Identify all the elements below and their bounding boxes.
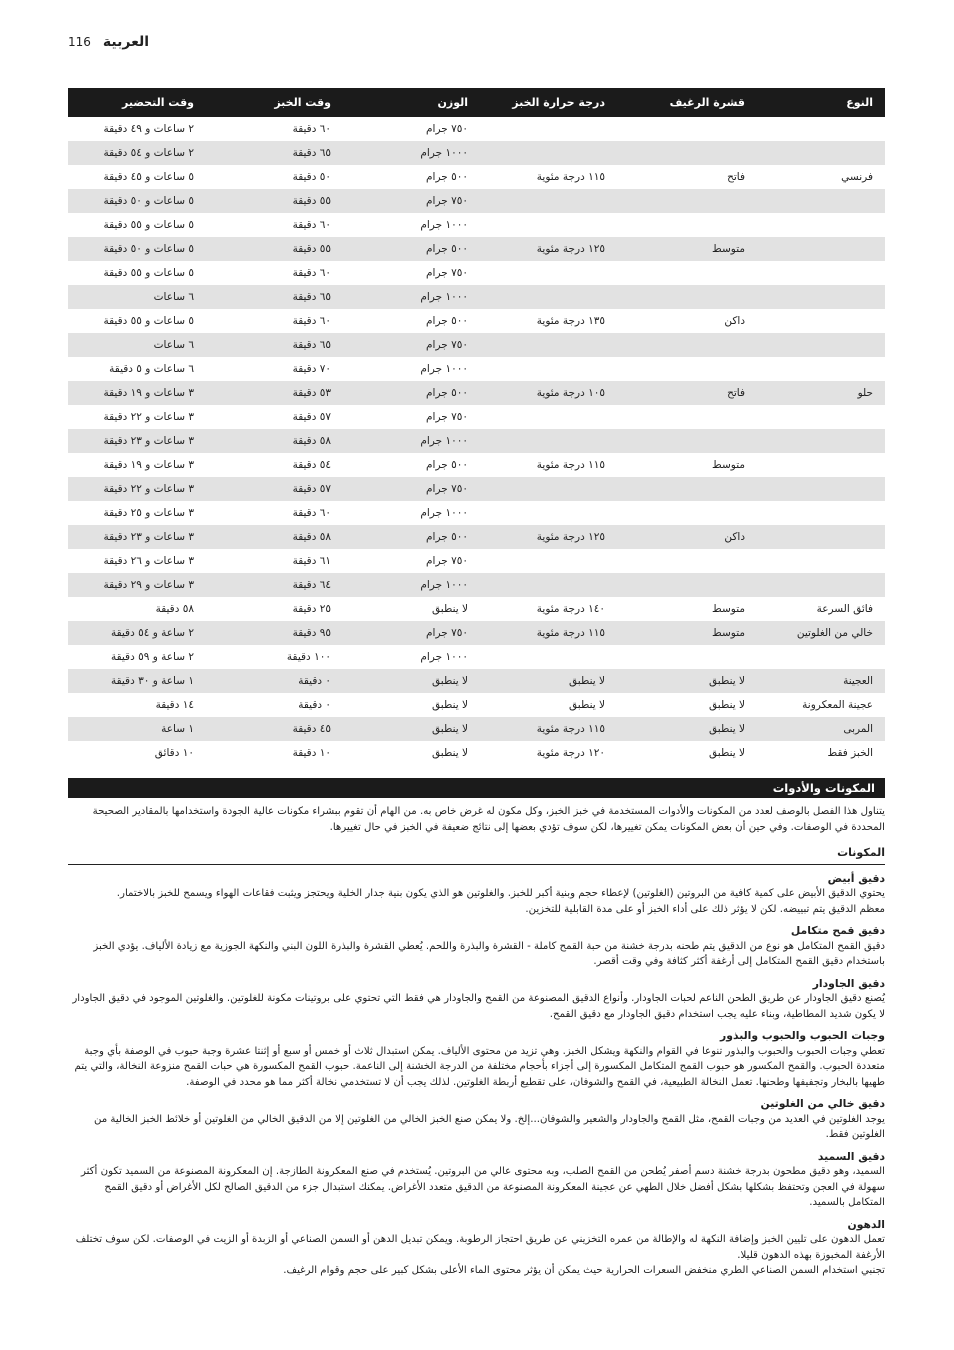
table-cell: ١٤٠ درجة مئوية [536,603,605,615]
table-cell [757,213,885,237]
column-header: قشرة الرغيف [617,88,757,117]
column-header: النوع [757,88,885,117]
table-cell: ١ ساعة و ٣٠ دقيقة [68,669,206,693]
page-language: العربية [102,34,150,50]
table-cell: متوسط [617,237,757,261]
table-cell [480,141,617,165]
table-cell [617,429,757,453]
table-cell [617,213,757,237]
table-cell: ٩٥ دقيقة [206,621,343,645]
table-cell: ٣ ساعات و ٢٢ دقيقة [103,411,194,423]
table-cell: ١٠٥ درجة مئوية [480,381,617,405]
baking-table [68,88,885,765]
table-row [68,669,885,693]
table-cell [480,357,617,381]
table-cell: لا ينطبق [709,699,745,711]
subheading-ingredients: المكونات [68,841,885,865]
ingredient-text: يحتوي الدقيق الأبيض على كمية كافية من البروتين (الغلوتين) لإعطاء حجم وبنية أكبر للخبز. والغلوتين هو الذي يكون بنية جدار الخلية ويحتجز ويثبت فقاعات الهواء ويسمح للخبز بالاختمار. [116,888,885,899]
table-cell [757,117,885,141]
table-cell: ٦٠ دقيقة [292,315,331,327]
table-cell: ٣ ساعات و ٢٣ دقيقة [68,429,206,453]
ingredient-text: تعطي وجبات الحبوب والحبوب والبذور تنوعا في القوام والنكهة ويشكل الخبز. وهي تزيد من محتوى الألياف. يمكن استبدال ثلاث أو خمس أو سبع أو إثنتا عشرة وجبة حبوب في الوصفة بأي وجبة متعددة الحبوب. والقمح المكسور هو حبوب القمح المتكامل المكسورة إلى أجزاء بأحجام مختلفة من الدرجة الخشنة إلى الناعمة. حبوب القمح المكسورة هي حبات القمح منزوعة النخالة، والتي يتم طهيها بالبخار وتجفيفها وطحنها. تعمل النخالة الطبيعية، في القمح والشوفان، على تقطيع أربطة الغلوتين. لذلك يجب أن لا تستخدمي نخالة أكثر مما هو محدد في الوصفة. [74,1045,885,1088]
table-cell [617,477,757,501]
table-row [68,117,885,141]
table-cell [480,645,617,669]
table-cell: ٢ ساعات و ٥٤ دقيقة [68,141,206,165]
table-cell: متوسط [712,459,745,471]
table-cell: ١٢٠ درجة مئوية [536,747,605,759]
table-cell: ٦٠ دقيقة [292,267,331,279]
table-cell [480,429,617,453]
ingredient-text: معظم الدقيق يتم تبييضه. لكن لا يؤثر ذلك على أداء الخبز أو على مدة القابلية للتخزين. [525,903,885,915]
table-cell: ٠ دقيقة [206,669,343,693]
table-cell: ٧٥٠ جرام [343,189,480,213]
table-cell [480,261,617,285]
table-cell [757,549,885,573]
table-cell: متوسط [712,603,745,615]
table-cell: ٦٠ دقيقة [292,219,331,231]
table-cell: ١٠٠٠ جرام [343,285,480,309]
table-cell [480,501,617,525]
table-cell: ٦١ دقيقة [292,555,331,567]
table-cell: فائق السرعة [816,603,873,615]
table-cell: ٦٥ دقيقة [206,333,343,357]
table-cell [757,189,885,213]
section-content [68,800,885,1279]
table-cell: لا ينطبق [432,747,468,759]
table-row [68,549,885,573]
table-cell: لا ينطبق [480,669,617,693]
table-cell: ٥٥ دقيقة [206,189,343,213]
table-cell: ١٣٥ درجة مئوية [536,315,605,327]
ingredient-title: دقيق السميد [817,1149,885,1163]
ingredient-item [68,923,885,970]
table-row [68,573,885,597]
table-cell: ٥ ساعات و ٥٠ دقيقة [68,189,206,213]
table-cell: ٢ ساعة و ٥٤ دقيقة [68,621,206,645]
table-cell: ١٠٠٠ جرام [343,573,480,597]
table-cell: ٥٤ دقيقة [292,459,331,471]
table-cell [757,645,885,669]
table-cell [757,477,885,501]
table-cell [480,573,617,597]
table-cell: ٣ ساعات و ١٩ دقيقة [103,459,194,471]
table-row [68,597,885,621]
table-cell: لا ينطبق [432,603,468,615]
ingredient-text: السميد، وهو دقيق مطحون بدرجة خشنة دسم أصفر يُطحن من القمح الصلب، وبه محتوى عالي من البروتين. يُستخدم في صنع المعكرونة الطازجة. إن المعكرونة المصنوعة من السميد تكون أكثر سهولة في العجن وتحتفظ بشكلها بشكل أفضل خلال الطهي عن عجينة المعكرونة المصنوعة من الدقيق متعدد الأغراض. يمكنك استبدال جزء من الدقيق الصالح لكل الأغراض أو دقيق القمح المتكامل بالسميد. [80,1166,885,1208]
table-cell [617,117,757,141]
table-cell: خالي من الغلوتين [757,621,885,645]
table-cell: ٥٥ دقيقة [206,237,343,261]
ingredient-title: دقيق أبيض [827,871,885,885]
table-cell: ٠ دقيقة [298,699,331,711]
ingredient-text: يوجد الغلوتين في العديد من وجبات القمح، مثل القمح والجاودار والشعير والشوفان...إلخ. ولا يمكن صنع الخبز الخالي من الغلوتين إلا من الدقيق الخالي من الغلوتين أو خلائط الخبز الخالية من الغلوتين فقط. [93,1113,885,1140]
table-cell: ٣ ساعات و ٢٢ دقيقة [68,477,206,501]
page-header [68,34,268,54]
table-cell: فرنسي [841,171,873,183]
table-cell: ٥٨ دقيقة [206,525,343,549]
table-cell: ٥ ساعات و ٥٥ دقيقة [103,315,194,327]
table-row [68,213,885,237]
table-cell: لا ينطبق [343,669,480,693]
table-cell: ١٠٠٠ جرام [343,429,480,453]
table-row [68,741,885,765]
table-cell: داكن [617,525,757,549]
table-cell [480,477,617,501]
table-cell: داكن [724,315,745,327]
table-cell: ١ ساعة [68,717,206,741]
ingredient-title: وجبات الحبوب والحبوب والبذور [720,1029,885,1042]
table-row [68,525,885,549]
table-row [68,453,885,477]
table-cell: ٣ ساعات و ٢٣ دقيقة [68,525,206,549]
table-cell: لا ينطبق [569,699,605,711]
table-cell [617,501,757,525]
table-cell: ١٠٠٠ جرام [343,141,480,165]
table-cell: عجينة المعكرونة [802,699,873,711]
table-cell: حلو [757,381,885,405]
table-row [68,405,885,429]
ingredient-item [68,1028,885,1090]
column-header: وقت التحضير [68,88,206,117]
table-cell [757,573,885,597]
table-cell: ٧٥٠ جرام [426,267,468,279]
table-cell: ٦٠ دقيقة [292,507,331,519]
table-cell: ٢ ساعة و ٥٩ دقيقة [110,651,194,663]
section-intro: يتناول هذا الفصل بالوصف لعدد من المكونات والأدوات المستخدمة في خبز الخبز، وكل مكون له غرض خاص به. من الهام أن تقوم ببشراء مكونات عالية الجودة واستخدامها بالمقادير الصحيحة المحددة في الوصفات. وفي حين أن بعض المكونات يمكن تغييرها، لكن سوف تؤدي بعضها إلى نتائج ضعيفة في الخبز في حال تغييرها. [92,806,885,833]
table-cell [480,117,617,141]
table-cell [480,285,617,309]
table-cell: ٥٨ دقيقة [155,603,194,615]
table-cell: ١٠٠٠ جرام [420,507,468,519]
column-header: وقت الخبز [206,88,343,117]
table-row [68,357,885,381]
table-row [68,717,885,741]
table-cell [480,333,617,357]
table-cell: ٥٨ دقيقة [206,429,343,453]
table-cell: ٥٠٠ جرام [343,525,480,549]
table-cell [480,549,617,573]
table-cell [757,429,885,453]
table-cell: ٦ ساعات و ٥ دقيقة [109,363,194,375]
ingredient-item [68,1096,885,1143]
table-cell: ٥٧ دقيقة [292,411,331,423]
table-row [68,381,885,405]
table-cell [757,141,885,165]
table-cell: ١٠٠٠ جرام [420,651,468,663]
table-cell: ١٢٥ درجة مئوية [480,525,617,549]
table-cell: ٦٥ دقيقة [206,141,343,165]
table-cell [757,261,885,285]
table-cell: ٣ ساعات و ٢٩ دقيقة [68,573,206,597]
table-row [68,501,885,525]
table-cell: ٢٥ دقيقة [292,603,331,615]
table-cell [617,357,757,381]
table-cell: ٥ ساعات و ٥٥ دقيقة [103,219,194,231]
table-row [68,429,885,453]
table-row [68,285,885,309]
table-cell: ١١٥ درجة مئوية [480,621,617,645]
table-cell [617,261,757,285]
table-cell: ٧٥٠ جرام [343,333,480,357]
ingredient-text: دقيق القمح المتكامل هو نوع من الدقيق يتم طحنه بدرجة خشنة من حبة القمح كاملة - القشرة والبذرة واللحم. يُعطي القشرة والبذرة اللون البني والنكهة الجوزية مع زيادة الألياف. يؤدي الخبز باستخدام دقيق القمح المتكامل إلى أرغفة أكثر كثافة وفي وقت أقصر. [93,940,885,967]
table-row [68,261,885,285]
table-cell: ٤٥ دقيقة [206,717,343,741]
table-cell: ٥٠٠ جرام [426,171,468,183]
table-cell: ٦ ساعات [68,285,206,309]
table-cell [617,645,757,669]
table-cell: ١٠٠٠ جرام [420,363,468,375]
table-row [68,141,885,165]
table-cell: ١١٥ درجة مئوية [536,459,605,471]
table-cell: ٣ ساعات و ٢٥ دقيقة [103,507,194,519]
table-body [68,117,885,765]
ingredient-title: الدهون [847,1217,885,1231]
ingredient-text: تجنبي استخدام السمن الصناعي الطري منخفض السعرات الحرارية حيث يمكن أن يؤثر محتوى الماء الأعلى بشكل كبير على حجم وقوام الرغيف. [283,1265,885,1276]
table-row [68,477,885,501]
table-cell [480,213,617,237]
table-cell: لا ينطبق [617,717,757,741]
table-cell: الخبز فقط [827,747,873,759]
table-cell: العجينة [757,669,885,693]
table-cell [757,285,885,309]
table-cell: لا ينطبق [432,699,468,711]
table-row [68,333,885,357]
table-cell: ٥ ساعات و ٥٥ دقيقة [103,267,194,279]
table-row [68,693,885,717]
table-cell: ٢ ساعات و ٤٩ دقيقة [103,123,194,135]
table-cell [617,141,757,165]
page-number: 116 [68,35,91,49]
table-cell: ٥٠٠ جرام [343,381,480,405]
table-cell [480,189,617,213]
ingredient-item [68,976,885,1023]
table-row [68,165,885,189]
table-row [68,237,885,261]
table-cell: ٧٠ دقيقة [292,363,331,375]
table-cell [617,285,757,309]
table-cell: ٦٥ دقيقة [206,285,343,309]
section-title: المكونات والأدوات [68,778,885,798]
table-cell: ٧٥٠ جرام [343,621,480,645]
table-cell: ٥٠٠ جرام [426,459,468,471]
table-cell: ٦ ساعات [68,333,206,357]
table-cell [617,405,757,429]
table-cell: ١٠٠٠ جرام [420,219,468,231]
table-cell: ٧٥٠ جرام [426,123,468,135]
table-cell: ٧٥٠ جرام [426,411,468,423]
table-cell: لا ينطبق [343,717,480,741]
table-cell: ٦٠ دقيقة [292,123,331,135]
table-cell: ٥٠ دقيقة [292,171,331,183]
table-cell: ١٠٠ دقيقة [286,651,331,663]
ingredient-item [68,871,885,918]
table-cell: ٧٥٠ جرام [343,477,480,501]
table-cell: ٥٠٠ جرام [343,237,480,261]
table-cell [757,309,885,333]
table-cell [757,525,885,549]
table-cell: المربى [757,717,885,741]
table-cell [617,333,757,357]
table-cell [757,405,885,429]
ingredient-item [68,1149,885,1211]
ingredient-list [68,871,885,1279]
table-cell [757,237,885,261]
table-cell: ١٠ دقائق [154,747,194,759]
table-cell: فاتح [727,171,745,183]
ingredient-title: دقيق خالي من الغلوتين [760,1097,885,1110]
column-header: درجة حرارة الخبز [480,88,617,117]
table-cell: ٣ ساعات و ٢٦ دقيقة [103,555,194,567]
table-cell: ١٤ دقيقة [155,699,194,711]
table-cell: لا ينطبق [709,747,745,759]
table-row [68,189,885,213]
ingredient-text: يُصنع دقيق الجاودار عن طريق الطحن الناعم لحبات الجاودار. وأنواع الدقيق المصنوعة من القمح والجاودار هي فقط التي تحتوي على بروتينات مكونة للغلوتين. والغلوتين الموجود في دقيق الجاودار لا يكون شديد المطاطية، وبناء عليه يجب استخدام دقيق الجاودار مع دقيق القمح. [72,993,885,1020]
table-cell [617,573,757,597]
table-cell: ١٠ دقيقة [292,747,331,759]
table-cell: ٦٤ دقيقة [206,573,343,597]
table-cell: ٥ ساعات و ٥٠ دقيقة [68,237,206,261]
table-cell [480,405,617,429]
table-row [68,309,885,333]
table-cell [757,501,885,525]
ingredient-text: تعمل الدهون على تليين الخبز وإضافة النكهة له والإطالة من عمره التخزيني عن طريق احتجاز الرطوبة. ويمكن تبديل الدهن أو السمن الصناعي أو الزبدة أو الزيت في الوصفات. لكن سوف تختلف الأرغفة المخبوزة بهذه الدهون قليلا. [75,1234,885,1261]
table-cell [757,333,885,357]
table-cell [617,189,757,213]
table-header-row [68,88,885,117]
ingredient-title: دقيق قمح متكامل [790,924,885,937]
ingredient-title: دقيق الجاودار [812,976,885,990]
table-cell: ٧٥٠ جرام [426,555,468,567]
table-cell: ٥٣ دقيقة [206,381,343,405]
table-cell [757,357,885,381]
table-cell: ٥٠٠ جرام [426,315,468,327]
table-cell: ٣ ساعات و ١٩ دقيقة [68,381,206,405]
table-cell: ١٢٥ درجة مئوية [480,237,617,261]
table-cell: ٥ ساعات و ٤٥ دقيقة [103,171,194,183]
table-cell: فاتح [617,381,757,405]
table-cell [757,453,885,477]
ingredient-item [68,1217,885,1279]
table-row [68,621,885,645]
table-cell: ١١٥ درجة مئوية [480,717,617,741]
table-cell: لا ينطبق [617,669,757,693]
table-row [68,645,885,669]
table-cell: ١١٥ درجة مئوية [536,171,605,183]
column-header: الوزن [343,88,480,117]
table-cell [617,549,757,573]
table-cell: متوسط [617,621,757,645]
table-cell: ٥٧ دقيقة [206,477,343,501]
